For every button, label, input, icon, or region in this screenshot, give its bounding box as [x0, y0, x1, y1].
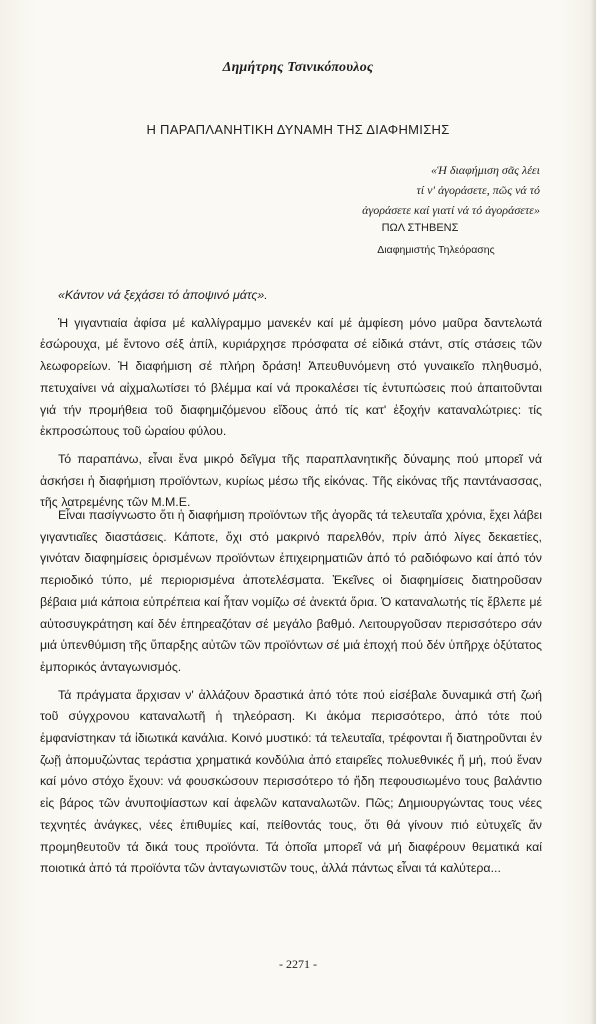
body-section-2 — [40, 505, 542, 886]
body-paragraph: Τά πράγματα ἄρχισαν ν' ἀλλάζουν δραστικά ἀπό τότε πού εἰσέβαλε δυναμικά στή ζωή τοῦ σύγχρονου καταναλωτῆ ἡ τηλεόραση. Κι ἀκόμα περισσότερο, ἀπό τότε πού ἐμφανίστηκαν τά ἰδιωτικά κανάλια. Κοινό μυστικό: τά τελευταῖα, τρέφονται ἤ διατηροῦνται ἐν ζωῇ ἀπομυζώντας τεράστια χρηματικά κονδύλια ἀπό εταιρεῖες πολυεθνικές ἤ μή, πού ἕναν καί μόνο στόχο ἔχουν: νά φουσκώσουν περισσότερο τό ἤδη πεφουσιωμένο τους βαλάντιο εἰς βάρος τῶν ἀνυποψίαστων καί ἀφελῶν καταναλωτῶν. Πῶς; Δημιουργώντας τους νέες τεχνητές ἀνάγκες, νέες ἐπιθυμίες καί, πείθοντάς τους, ὅτι θά γίνουν πιό εὐτυχεῖς ἄν προμηθευτοῦν τά δικά τους προϊόντα. Τά ὁποῖα μπορεῖ νά μή διαφέρουν θεματικά καί ποιοτικά ἀπό τά προϊόντα τῶν ἀνταγωνιστῶν τους, ἀλλά πάντως εἶναι τά καλύτερα... — [40, 687, 542, 876]
epigraph-line: «Ἡ διαφήμιση σᾶς λέει — [431, 163, 540, 177]
body-paragraph: Τό παραπάνω, εἶναι ἕνα μικρό δεῖγμα τῆς παραπλανητικῆς δύναμης πού μπορεῖ νά ἀσκήσει ἡ διαφήμιση προϊόντων, κυρίως μέσω τῆς εἰκόνας. Τῆς εἰκόνας τῆς παντάνασσας, τῆς λατρεμένης τῶν Μ.Μ.Ε. — [40, 451, 542, 510]
opening-quote-paragraph: «Κάντον νά ξεχάσει τό ἀποψινό μάτς». — [58, 288, 268, 302]
page-number: - 2271 - — [279, 957, 317, 971]
epigraph-line: τί ν' ἀγοράσετε, πῶς νά τό — [416, 183, 540, 197]
article-title: Η ΠΑΡΑΠΛΑΝΗΤΙΚΗ ΔΥΝΑΜΗ ΤΗΣ ΔΙΑΦΗΜΙΣΗΣ — [146, 122, 450, 137]
epigraph-line: ἀγοράσετε καί γιατί νά τό ἀγοράσετε» — [362, 203, 540, 217]
body-paragraph: Ἡ γιγαντιαία ἀφίσα μέ καλλίγραμμο μανεκέν καί μέ ἀμφίεση μόνο μαῦρα δαντελωτά ἐσώρουχα, μέ ἔντονο σέξ ἀπίλ, κυριάρχησε πρόσφατα σέ εἰδικά στάντ, στίς στάσεις τῶν λεωφορείων. Ἡ διαφήμιση σέ πλήρη δράση! Ἀπευθυνόμενη στό γυναικεῖο πληθυσμό, πετυχαίνει νά αἰχμαλωτίσει τό βλέμμα καί νά προκαλέσει τίς ἐντυπώσεις πού ἀπαιτοῦνται γιά τήν προμήθεια τοῦ διαφημιζόμενου εἴδους ἀπό τίς κατ' ἐξοχήν καταναλώτριες: τίς ἐκπροσώπους τοῦ ὡραίου φύλου. — [40, 315, 542, 439]
epigraph-quote — [220, 160, 540, 220]
epigraph-author: ΠΩΛ ΣΤΗΒΕΝΣ — [381, 222, 459, 234]
body-section-1 — [40, 285, 542, 520]
body-paragraph: Εἶναι πασίγνωστο ὅτι ἡ διαφήμιση προϊόντων τῆς ἀγορᾶς τά τελευταῖα χρόνια, ἔχει λάβει γιγαντιαῖες διαστάσεις. Κάποτε, ὄχι στό μακρινό παρελθόν, πρίν ἀπό λίγες δεκαετίες, γινόταν διαφημίσεις ὁρισμένων προϊόντων ἐπιχειρηματιῶν ἀπό τό ραδιόφωνο καί ἀπό τόν περιοδικό τύπο, μέ περιορισμένα ἀποτελέσματα. Ἐκεῖνες οἱ διαφημίσεις διατηροῦσαν βέβαια μιά κάποια εὐπρέπεια καί ἦταν νομίζω σέ ἀνεκτά ὅρια. Ὁ καταναλωτής τίς ἔβλεπε μέ αὐτοσυγκράτηση καί δέν ἐπηρεαζόταν σέ μεγάλο βαθμό. Λειτουργοῦσαν περισσότερο σάν μιά ὑπενθύμιση τῆς ὕπαρξης αὐτῶν τῶν προϊόντων σέ μιά ἐποχή πού δέν ὑπῆρχε ὀξύτατος ἐμπορικός ἀνταγωνισμός. — [40, 508, 542, 674]
page-edge-shadow — [590, 0, 596, 1024]
epigraph-author-role: Διαφημιστής Τηλεόρασης — [377, 244, 495, 256]
author-name: Δημήτρης Τσινικόπουλος — [222, 60, 374, 75]
